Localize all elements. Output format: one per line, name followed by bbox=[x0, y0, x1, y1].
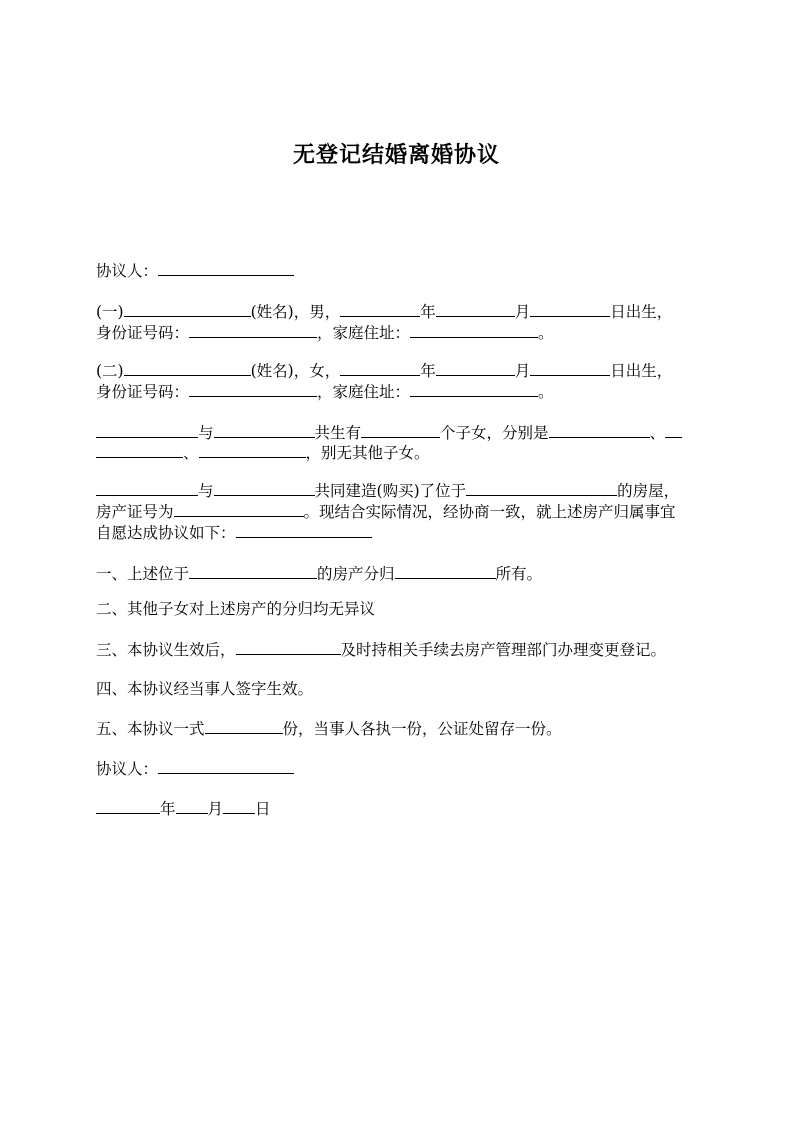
party1-prefix: (一) bbox=[96, 303, 124, 321]
clause-1-b: 的房产分归 bbox=[317, 565, 395, 583]
party1-year-blank[interactable] bbox=[340, 301, 420, 317]
date-day-blank[interactable] bbox=[223, 798, 255, 814]
clause-5-b: 份，当事人各执一份，公证处留存一份。 bbox=[282, 720, 562, 738]
house-location-blank[interactable] bbox=[466, 480, 617, 496]
party1-month-blank[interactable] bbox=[436, 301, 515, 317]
party1-line1 bbox=[96, 301, 672, 322]
clause-1-c: 所有。 bbox=[495, 565, 543, 583]
party2-day-blank[interactable] bbox=[530, 360, 610, 376]
clause-5 bbox=[96, 718, 562, 739]
children-count-blank[interactable] bbox=[361, 422, 440, 438]
period: 。 bbox=[538, 383, 554, 401]
house-line2 bbox=[96, 501, 676, 522]
month-label: 月 bbox=[514, 362, 531, 380]
party1-day-blank[interactable] bbox=[530, 301, 610, 317]
agree-text: 自愿达成协议如下： bbox=[96, 524, 236, 542]
children-line1 bbox=[96, 422, 682, 443]
house-line1 bbox=[96, 480, 679, 501]
signatory-blank[interactable] bbox=[158, 260, 294, 276]
built-text: 共同建造(购买)了位于 bbox=[314, 482, 467, 500]
birth-label: 日出生， bbox=[610, 362, 673, 380]
document-title: 无登记结婚离婚协议 bbox=[292, 142, 500, 168]
id-label: 身份证号码： bbox=[96, 324, 190, 342]
child1-blank[interactable] bbox=[549, 422, 650, 438]
party2-address-blank[interactable] bbox=[410, 381, 538, 397]
signatory-label: 协议人： bbox=[96, 262, 159, 280]
parent1-blank[interactable] bbox=[96, 422, 198, 438]
clause-1-location-blank[interactable] bbox=[189, 563, 317, 579]
day-label: 日 bbox=[255, 800, 271, 818]
party2-line1 bbox=[96, 360, 672, 381]
clause-1 bbox=[96, 563, 542, 584]
children-end: ，别无其他子女。 bbox=[305, 444, 430, 462]
child2-blank-start[interactable] bbox=[665, 422, 682, 438]
clause-1-owner-blank[interactable] bbox=[395, 563, 496, 579]
date-line bbox=[96, 798, 271, 819]
month-label: 月 bbox=[514, 303, 531, 321]
date-year-blank[interactable] bbox=[96, 798, 160, 814]
year-label: 年 bbox=[420, 362, 436, 380]
clause-3-b: 及时持相关手续去房产管理部门办理变更登记。 bbox=[340, 641, 667, 659]
with-text: 与 bbox=[198, 424, 214, 442]
have-text: 共生有 bbox=[314, 424, 362, 442]
agree-blank[interactable] bbox=[236, 522, 372, 538]
signatory-line-top bbox=[96, 260, 294, 281]
month-label: 月 bbox=[207, 800, 224, 818]
period: 。 bbox=[538, 324, 554, 342]
party1-gender: (姓名)，男， bbox=[250, 303, 341, 321]
clause-5-a: 五、本协议一式 bbox=[96, 720, 205, 738]
separator: 、 bbox=[183, 444, 199, 462]
house-line3 bbox=[96, 522, 372, 543]
party2-year-blank[interactable] bbox=[340, 360, 420, 376]
party2-line2 bbox=[96, 381, 554, 402]
party2-id-blank[interactable] bbox=[189, 381, 317, 397]
signatory-line-bottom bbox=[96, 758, 294, 779]
party2-name-blank[interactable] bbox=[124, 360, 251, 376]
year-label: 年 bbox=[420, 303, 436, 321]
clause-1-a: 一、上述位于 bbox=[96, 565, 190, 583]
clause-3-a: 三、本协议生效后， bbox=[96, 641, 236, 659]
child2-blank[interactable] bbox=[96, 442, 183, 458]
party1-address-blank[interactable] bbox=[410, 322, 538, 338]
cert-number-blank[interactable] bbox=[174, 501, 304, 517]
party2-month-blank[interactable] bbox=[436, 360, 515, 376]
children-line2 bbox=[96, 442, 430, 463]
clause-3-blank[interactable] bbox=[236, 639, 341, 655]
address-label: ，家庭住址： bbox=[317, 324, 411, 342]
signatory-label: 协议人： bbox=[96, 760, 159, 778]
parent2-blank[interactable] bbox=[214, 422, 315, 438]
party1-id-blank[interactable] bbox=[189, 322, 317, 338]
clause-3 bbox=[96, 639, 666, 660]
copies-blank[interactable] bbox=[205, 718, 283, 734]
owner1-blank[interactable] bbox=[96, 480, 198, 496]
year-label: 年 bbox=[160, 800, 176, 818]
clause-2: 二、其他子女对上述房产的分归均无异议 bbox=[96, 600, 376, 618]
cert-end-text: 。现结合实际情况，经协商一致，就上述房产归属事宜 bbox=[303, 503, 676, 521]
owner2-blank[interactable] bbox=[214, 480, 315, 496]
party2-gender: (姓名)，女， bbox=[250, 362, 341, 380]
house-text: 的房屋， bbox=[617, 482, 680, 500]
cert-label: 房产证号为 bbox=[96, 503, 174, 521]
separator: 、 bbox=[649, 424, 666, 442]
signatory-blank[interactable] bbox=[158, 758, 294, 774]
id-label: 身份证号码： bbox=[96, 383, 190, 401]
clause-4: 四、本协议经当事人签字生效。 bbox=[96, 680, 314, 698]
child3-blank[interactable] bbox=[199, 442, 306, 458]
date-month-blank[interactable] bbox=[176, 798, 208, 814]
address-label: ，家庭住址： bbox=[317, 383, 411, 401]
party1-line2 bbox=[96, 322, 554, 343]
children-text: 个子女，分别是 bbox=[440, 424, 549, 442]
birth-label: 日出生， bbox=[610, 303, 673, 321]
party1-name-blank[interactable] bbox=[124, 301, 251, 317]
party2-prefix: (二) bbox=[96, 362, 124, 380]
with-text: 与 bbox=[198, 482, 214, 500]
